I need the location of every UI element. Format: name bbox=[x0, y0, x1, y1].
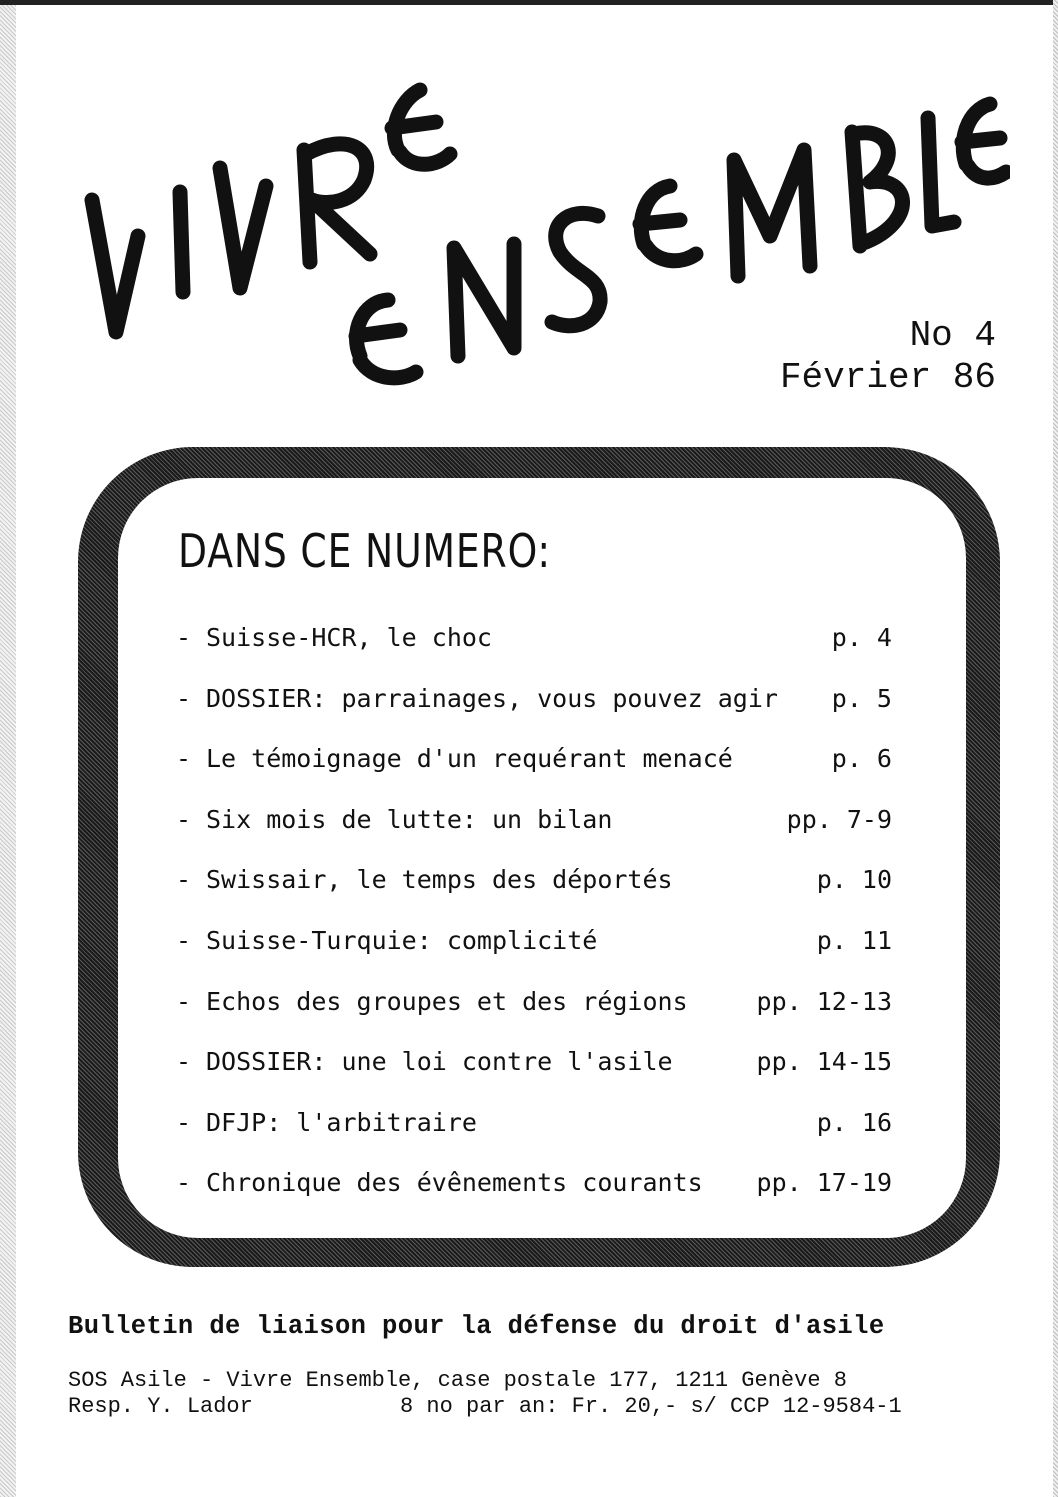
page-reference: pp. 12-13 bbox=[756, 986, 892, 1016]
list-dash: - bbox=[176, 925, 192, 955]
list-dash: - bbox=[176, 1168, 192, 1198]
contents-item bbox=[176, 980, 892, 1041]
article-title: DOSSIER: parrainages, vous pouvez agir bbox=[206, 683, 778, 713]
contents-list bbox=[176, 616, 892, 1222]
contents-item bbox=[176, 1101, 892, 1162]
issue-info bbox=[780, 315, 996, 399]
contents-item bbox=[176, 798, 892, 859]
contents-item bbox=[176, 858, 892, 919]
list-dash: - bbox=[176, 1047, 192, 1077]
contents-item bbox=[176, 677, 892, 738]
scan-edge-right bbox=[1053, 0, 1058, 1497]
contents-item bbox=[176, 1161, 892, 1222]
list-dash: - bbox=[176, 744, 192, 774]
article-title: Suisse-Turquie: complicité bbox=[206, 925, 598, 955]
issue-number: No 4 bbox=[909, 315, 996, 356]
page-reference: pp. 17-19 bbox=[756, 1168, 892, 1198]
page-reference: p. 6 bbox=[831, 744, 892, 774]
list-dash: - bbox=[176, 804, 192, 834]
contents-heading: DANS CE NUMERO: bbox=[178, 524, 551, 578]
page-reference: p. 11 bbox=[816, 925, 892, 955]
article-title: DFJP: l'arbitraire bbox=[206, 1107, 477, 1137]
page-reference: p. 4 bbox=[831, 623, 892, 652]
page-reference: pp. 14-15 bbox=[756, 1047, 892, 1077]
list-dash: - bbox=[176, 865, 192, 895]
page-reference: p. 10 bbox=[816, 865, 892, 895]
list-dash: - bbox=[176, 683, 192, 713]
list-dash: - bbox=[176, 623, 192, 652]
article-title: DOSSIER: une loi contre l'asile bbox=[206, 1047, 673, 1077]
article-title: Echos des groupes et des régions bbox=[206, 986, 688, 1016]
publisher-address: SOS Asile - Vivre Ensemble, case postale 177, 1211 Genève 8 bbox=[68, 1368, 847, 1393]
article-title: Suisse-HCR, le choc bbox=[206, 623, 492, 652]
article-title: Swissair, le temps des déportés bbox=[206, 865, 673, 895]
article-title: Six mois de lutte: un bilan bbox=[206, 804, 613, 834]
subscription-info: 8 no par an: Fr. 20,- s/ CCP 12-9584-1 bbox=[400, 1394, 902, 1419]
publisher-details bbox=[68, 1394, 902, 1419]
list-dash: - bbox=[176, 1107, 192, 1137]
contents-item bbox=[176, 1040, 892, 1101]
bulletin-tagline: Bulletin de liaison pour la défense du droit d'asile bbox=[68, 1312, 885, 1341]
contents-item bbox=[176, 616, 892, 677]
page-reference: p. 5 bbox=[831, 683, 892, 713]
page-reference: p. 16 bbox=[816, 1107, 892, 1137]
contents-item bbox=[176, 737, 892, 798]
issue-date: Février 86 bbox=[779, 357, 996, 398]
scan-edge-left bbox=[0, 0, 16, 1497]
article-title: Le témoignage d'un requérant menacé bbox=[206, 744, 733, 774]
responsible-editor: Resp. Y. Lador bbox=[68, 1394, 253, 1419]
article-title: Chronique des évênements courants bbox=[206, 1168, 703, 1198]
page-reference: pp. 7-9 bbox=[786, 804, 892, 834]
contents-item bbox=[176, 919, 892, 980]
scan-edge-top bbox=[0, 0, 1058, 5]
list-dash: - bbox=[176, 986, 192, 1016]
